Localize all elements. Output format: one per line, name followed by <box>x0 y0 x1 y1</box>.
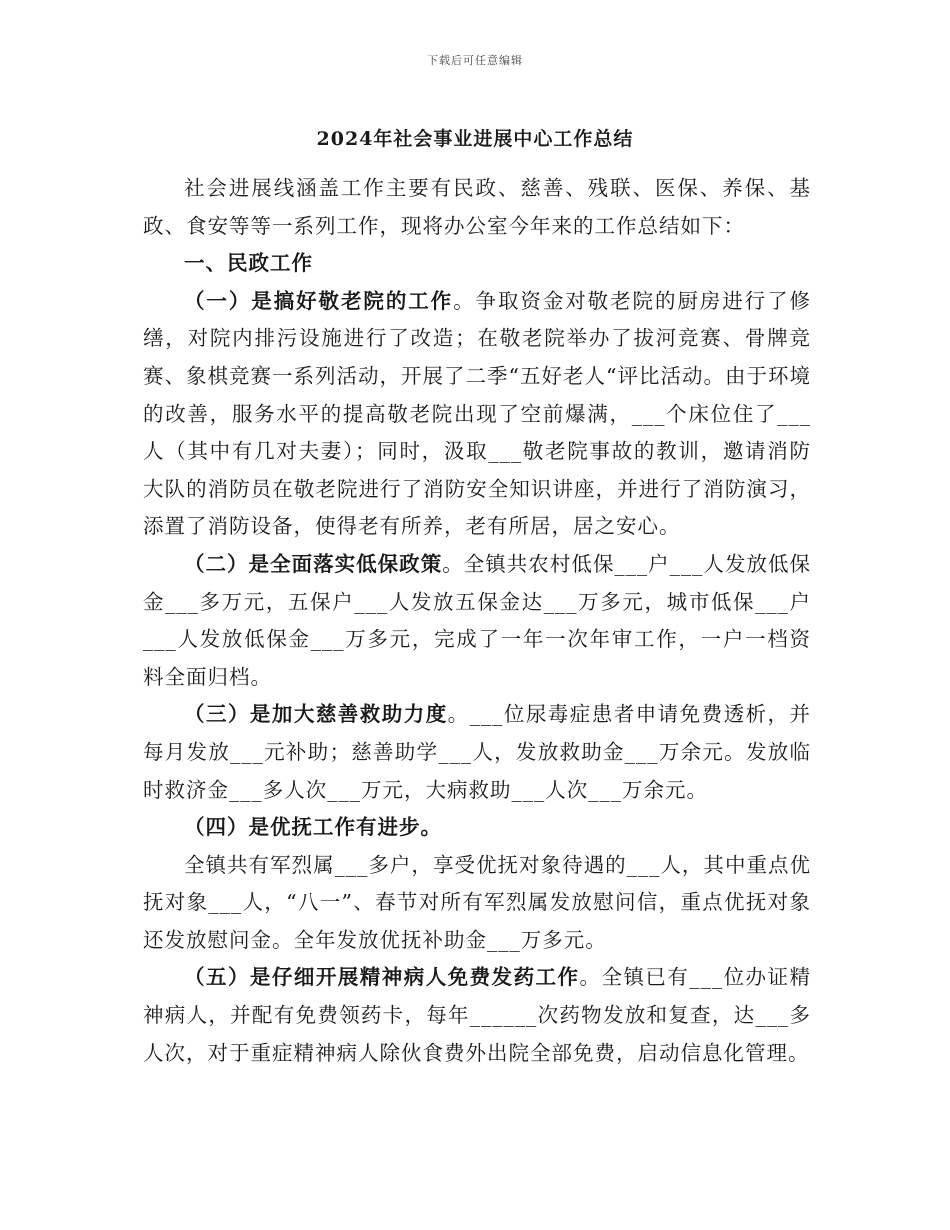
paragraph-charity-aid <box>143 696 811 809</box>
paragraph-low-income-policy <box>143 546 811 696</box>
header-note: 下载后可任意编辑 <box>427 54 523 67</box>
paragraph-lead: （一）是搞好敬老院的工作 <box>184 288 454 313</box>
section-heading-civil-affairs <box>143 245 811 283</box>
intro-paragraph: 社会进展线涵盖工作主要有民政、慈善、残联、医保、养保、基政、食安等等一系列工作，现将办公室今年来的工作总结如下： <box>143 176 811 238</box>
paragraph-lead: （四）是优抚工作有进步。 <box>184 815 442 840</box>
paragraph-lead: （五）是仔细开展精神病人免费发药工作 <box>184 965 580 990</box>
paragraph-text: 。全镇已有___位办证精神病人，并配有免费领药卡，每年______次药物发放和复查，达___多人次，对于重症精神病人除伙食费外出院全部免费，启动信息化管理。 <box>143 965 811 1065</box>
paragraph-text: 。争取资金对敬老院的厨房进行了修缮，对院内排污设施进行了改造；在敬老院举办了拔河竞赛、骨牌竞赛、象棋竞赛一系列活动，开展了二季“五好老人“评比活动。由于环境的改善，服务水平的提高敬老院出现了空前爆满，___个床位住了___人（其中有几对夫妻）；同时，汲取___敬老院事故的教训，邀请消防大队的消防员在敬老院进行了消防安全知识讲座，并进行了消防演习，添置了消防设备，使得老有所养，老有所居，居之安心。 <box>143 288 812 539</box>
section-heading-text: 一、民政工作 <box>184 251 313 276</box>
paragraph-mental-health-medication <box>143 959 811 1072</box>
document-title: 2024年社会事业进展中心工作总结 <box>316 128 634 150</box>
document-body <box>143 170 811 1072</box>
paragraph-text: 。___位尿毒症患者申请免费透析，并每月发放___元补助；慈善助学___人，发放救助金___万余元。发放临时救济金___多人次___万元，大病救助___人次___万余元。 <box>143 702 812 802</box>
paragraph-preferential-care: 全镇共有军烈属___多户，享受优抚对象待遇的___人，其中重点优抚对象___人，“八一”、春节对所有军烈属发放慰问信，重点优抚对象还发放慰问金。全年发放优抚补助金___万多元。 <box>143 852 811 952</box>
paragraph-lead: （二）是全面落实低保政策 <box>184 551 443 576</box>
paragraph-text: 。全镇共农村低保___户___人发放低保金___多万元，五保户___人发放五保金达___万多元，城市低保___户___人发放低保金___万多元，完成了一年一次年审工作，一户一档资料全面归档。 <box>143 551 812 689</box>
paragraph-lead: （三）是加大慈善救助力度 <box>184 702 448 727</box>
paragraph-preferential-care-heading <box>143 809 811 847</box>
paragraph-elderly-home <box>143 283 811 546</box>
